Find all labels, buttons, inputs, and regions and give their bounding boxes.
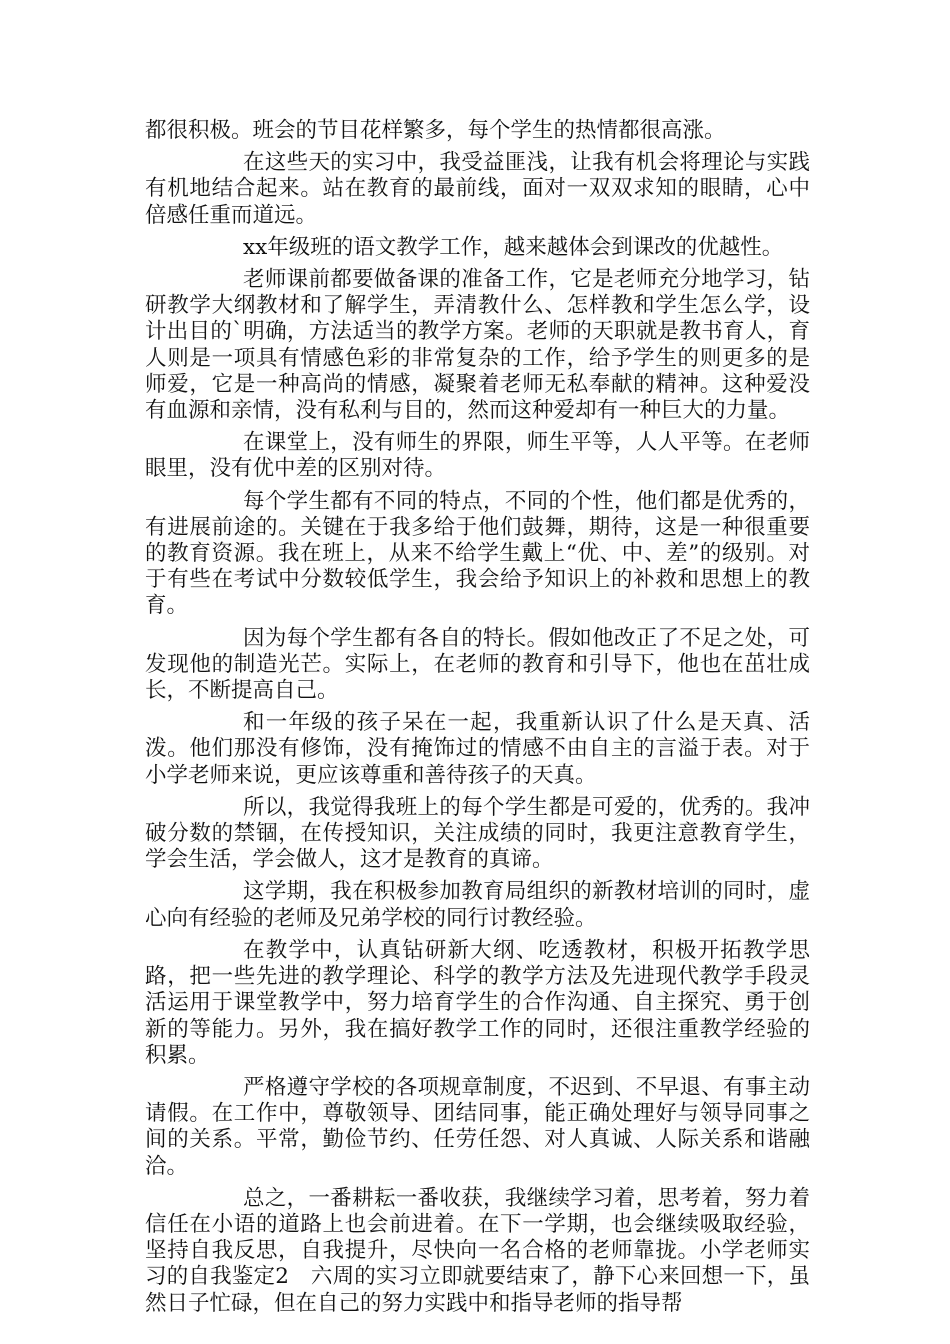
paragraph-12: 严格遵守学校的各项规章制度，不迟到、不早退、有事主动请假。在工作中，尊敬领导、团结同事，能正确处理好与领导同事之间的关系。平常，勤俭节约、任劳任怨、对人真诚、人际关系和谐融洽。 xyxy=(145,1074,810,1179)
paragraph-3: xx年级班的语文教学工作，越来越体会到课改的优越性。 xyxy=(243,234,784,260)
paragraph-4: 老师课前都要做备课的准备工作，它是老师充分地学习，钻研教学大纲教材和了解学生，弄清教什么、怎样教和学生怎么学，设计出目的`明确，方法适当的教学方案。老师的天职就是教书育人，育人则是一项具有情感色彩的非常复杂的工作，给予学生的则更多的是师爱，它是一种高尚的情感，凝聚着老师无私奉献的精神。这种爱没有血源和亲情，没有私利与目的，然而这种爱却有一种巨大的力量。 xyxy=(145,267,810,424)
paragraph-8: 和一年级的孩子呆在一起，我重新认识了什么是天真、活泼。他们那没有修饰，没有掩饰过的情感不由自主的言溢于表。对于小学老师来说，更应该尊重和善待孩子的天真。 xyxy=(145,710,810,788)
paragraph-7: 因为每个学生都有各自的特长。假如他改正了不足之处，可发现他的制造光芒。实际上，在老师的教育和引导下，他也在茁壮成长，不断提高自己。 xyxy=(145,625,810,704)
document-page xyxy=(145,118,810,1323)
paragraph-11: 在教学中，认真钻研新大纲、吃透教材，积极开拓教学思路，把一些先进的教学理论、科学的教学方法及先进现代教学手段灵活运用于课堂教学中，努力培育学生的合作沟通、自主探究、勇于创新的等能力。另外，我在搞好教学工作的同时，还很注重教学经验的积累。 xyxy=(145,937,810,1068)
paragraph-2: 在这些天的实习中，我受益匪浅，让我有机会将理论与实践有机地结合起来。站在教育的最前线，面对一双双求知的眼睛，心中倍感任重而道远。 xyxy=(145,150,810,228)
paragraph-13: 总之，一番耕耘一番收获，我继续学习着，思考着，努力着信任在小语的道路上也会前进着。在下一学期，也会继续吸取经验，坚持自我反思，自我提升，尽快向一名合格的老师靠拢。小学老师实习的自我鉴定2 六周的实习立即就要结束了，静下心来回想一下，虽然日子忙碌，但在自己的努力实践中和指导老师的指导帮 xyxy=(145,1185,810,1316)
paragraph-9: 所以，我觉得我班上的每个学生都是可爱的，优秀的。我冲破分数的禁锢，在传授知识，关注成绩的同时，我更注意教育学生，学会生活，学会做人，这才是教育的真谛。 xyxy=(145,794,810,873)
paragraph-10: 这学期，我在积极参加教育局组织的新教材培训的同时，虚心向有经验的老师及兄弟学校的同行讨教经验。 xyxy=(145,879,810,931)
paragraph-6: 每个学生都有不同的特点，不同的个性，他们都是优秀的，有进展前途的。关键在于我多给于他们鼓舞，期待，这是一种很重要的教育资源。我在班上，从来不给学生戴上“优、中、差”的级别。对于有些在考试中分数较低学生，我会给予知识上的补救和思想上的教育。 xyxy=(145,488,810,619)
paragraph-1: 都很积极。班会的节目花样繁多，每个学生的热情都很高涨。 xyxy=(145,118,726,143)
paragraph-5: 在课堂上，没有师生的界限，师生平等，人人平等。在老师眼里，没有优中差的区别对待。 xyxy=(145,430,810,482)
